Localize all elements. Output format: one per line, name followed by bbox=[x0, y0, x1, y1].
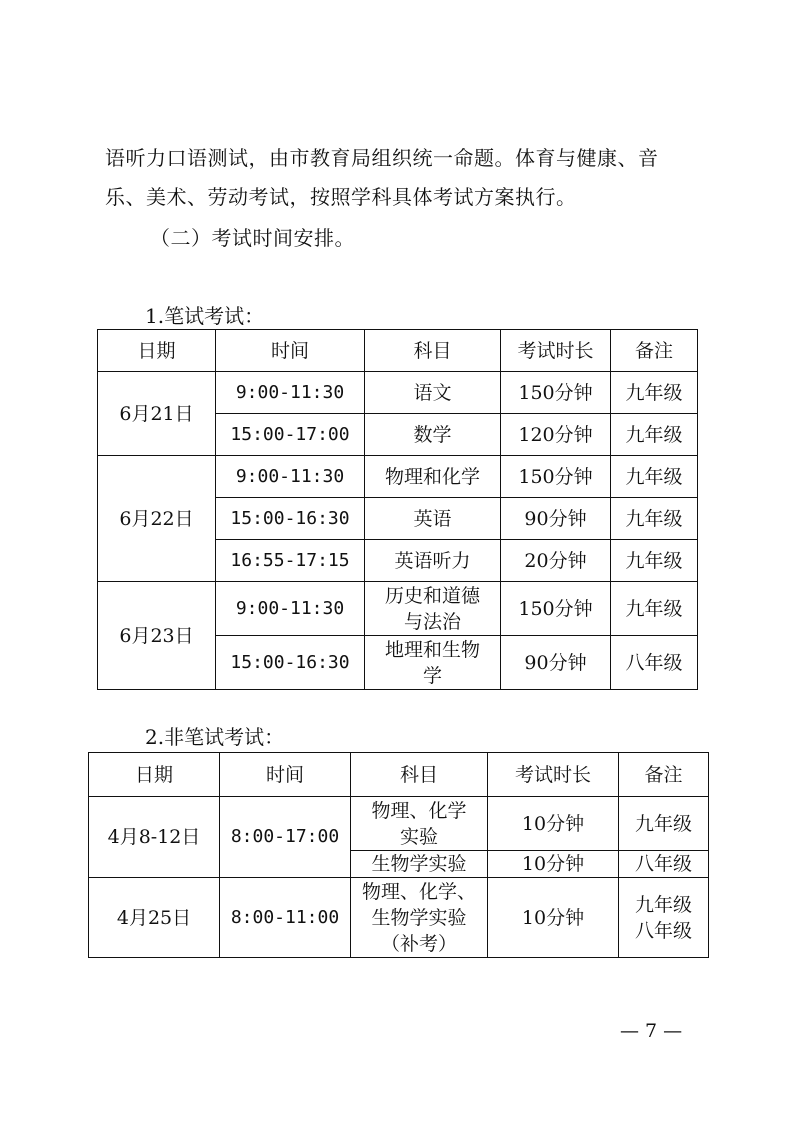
header-time: 时间 bbox=[216, 330, 365, 372]
duration-cell: 10分钟 bbox=[488, 797, 619, 851]
note-line: 九年级 bbox=[634, 893, 692, 916]
duration-cell: 150分钟 bbox=[501, 456, 611, 498]
time-cell: 9:00-11:30 bbox=[216, 456, 365, 498]
time-cell: 9:00-11:30 bbox=[216, 372, 365, 414]
date-cell: 6月22日 bbox=[98, 456, 216, 582]
written-exam-heading: 1.笔试考试： bbox=[145, 304, 265, 328]
duration-cell: 20分钟 bbox=[501, 540, 611, 582]
subject-line: 实验 bbox=[399, 825, 438, 848]
duration-cell: 10分钟 bbox=[488, 851, 619, 878]
page-number: — 7 — bbox=[620, 1020, 683, 1042]
table-row bbox=[98, 372, 698, 414]
subject-cell bbox=[351, 878, 488, 958]
note-line: 八年级 bbox=[634, 919, 692, 942]
subject-line: 与法治 bbox=[403, 610, 461, 633]
subject-cell bbox=[351, 797, 488, 851]
header-duration: 考试时长 bbox=[501, 330, 611, 372]
time-cell: 8:00-17:00 bbox=[220, 797, 351, 878]
paragraph-line-1: 语听力口语测试，由市教育局组织统一命题。体育与健康、音 bbox=[105, 146, 659, 170]
subject-cell: 物理和化学 bbox=[365, 456, 501, 498]
duration-cell: 90分钟 bbox=[501, 636, 611, 690]
header-note: 备注 bbox=[619, 753, 709, 797]
subject-cell: 数学 bbox=[365, 414, 501, 456]
duration-cell: 10分钟 bbox=[488, 878, 619, 958]
header-time: 时间 bbox=[220, 753, 351, 797]
subject-cell: 生物学实验 bbox=[351, 851, 488, 878]
time-cell: 15:00-16:30 bbox=[216, 498, 365, 540]
note-cell: 九年级 bbox=[611, 456, 698, 498]
note-cell: 九年级 bbox=[611, 414, 698, 456]
table-row bbox=[98, 456, 698, 498]
duration-cell: 90分钟 bbox=[501, 498, 611, 540]
note-cell: 八年级 bbox=[611, 636, 698, 690]
note-cell: 九年级 bbox=[611, 498, 698, 540]
subject-cell bbox=[365, 582, 501, 636]
header-duration: 考试时长 bbox=[488, 753, 619, 797]
subject-cell: 语文 bbox=[365, 372, 501, 414]
subject-line: 生物学实验 bbox=[371, 906, 467, 929]
date-cell: 6月21日 bbox=[98, 372, 216, 456]
table-row bbox=[89, 797, 709, 851]
time-cell: 8:00-11:00 bbox=[220, 878, 351, 958]
table-header-row bbox=[89, 753, 709, 797]
subject-line: （补考） bbox=[380, 932, 457, 955]
table-row bbox=[89, 878, 709, 958]
date-cell: 4月25日 bbox=[89, 878, 220, 958]
subject-line: 地理和生物 bbox=[384, 638, 480, 661]
subject-line: 历史和道德 bbox=[384, 584, 480, 607]
subject-cell: 英语 bbox=[365, 498, 501, 540]
duration-cell: 120分钟 bbox=[501, 414, 611, 456]
header-date: 日期 bbox=[98, 330, 216, 372]
time-cell: 15:00-16:30 bbox=[216, 636, 365, 690]
header-subject: 科目 bbox=[351, 753, 488, 797]
subject-line: 学 bbox=[422, 664, 442, 687]
time-cell: 15:00-17:00 bbox=[216, 414, 365, 456]
time-cell: 9:00-11:30 bbox=[216, 582, 365, 636]
nonwritten-exam-table bbox=[88, 752, 709, 958]
written-exam-table bbox=[97, 329, 698, 690]
subject-cell bbox=[365, 636, 501, 690]
paragraph-line-2: 乐、美术、劳动考试，按照学科具体考试方案执行。 bbox=[105, 185, 577, 209]
note-cell: 八年级 bbox=[619, 851, 709, 878]
header-subject: 科目 bbox=[365, 330, 501, 372]
header-note: 备注 bbox=[611, 330, 698, 372]
note-cell: 九年级 bbox=[611, 372, 698, 414]
date-cell: 6月23日 bbox=[98, 582, 216, 690]
section-heading: （二）考试时间安排。 bbox=[150, 226, 355, 250]
note-cell: 九年级 bbox=[611, 582, 698, 636]
duration-cell: 150分钟 bbox=[501, 372, 611, 414]
header-date: 日期 bbox=[89, 753, 220, 797]
note-cell: 九年级 bbox=[619, 797, 709, 851]
duration-cell: 150分钟 bbox=[501, 582, 611, 636]
table-row bbox=[98, 582, 698, 636]
table-header-row bbox=[98, 330, 698, 372]
subject-line: 物理、化学、 bbox=[361, 880, 476, 903]
subject-line: 物理、化学 bbox=[371, 799, 467, 822]
note-cell bbox=[619, 878, 709, 958]
subject-cell: 英语听力 bbox=[365, 540, 501, 582]
nonwritten-exam-heading: 2.非笔试考试： bbox=[145, 725, 285, 749]
time-cell: 16:55-17:15 bbox=[216, 540, 365, 582]
note-cell: 九年级 bbox=[611, 540, 698, 582]
date-cell: 4月8-12日 bbox=[89, 797, 220, 878]
